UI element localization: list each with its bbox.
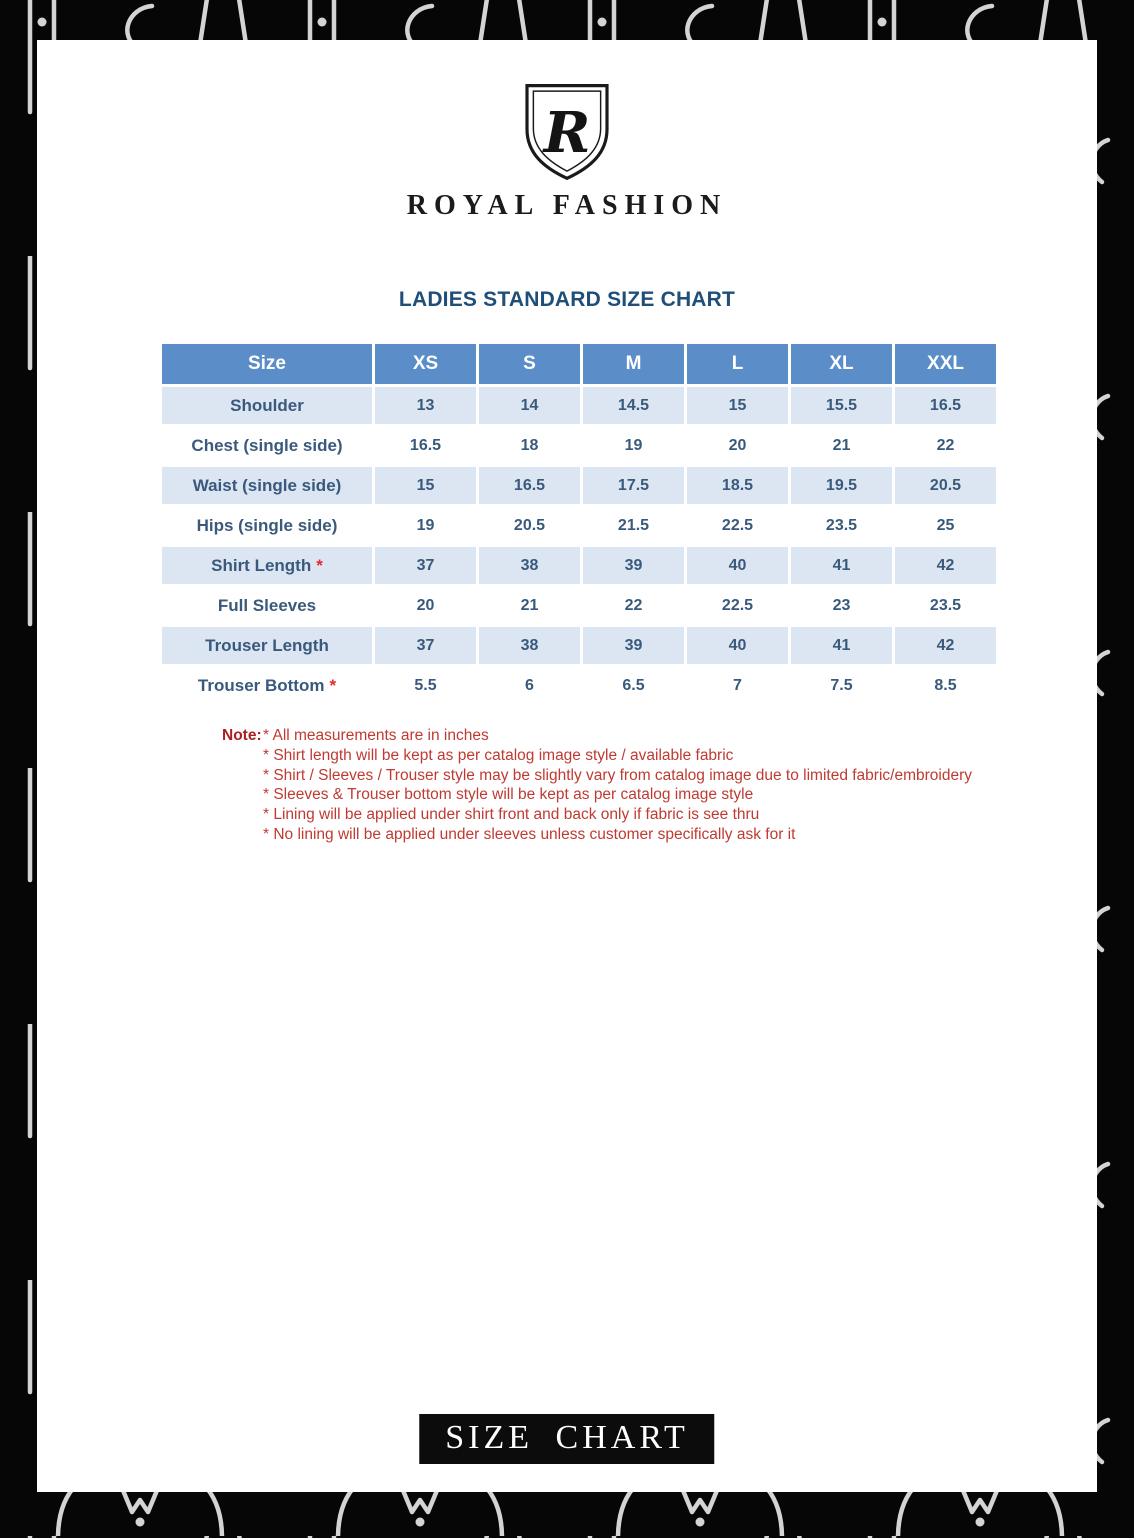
row-label: Shirt Length * [162, 547, 372, 584]
size-value-cell: 42 [895, 547, 996, 584]
column-header-m: M [583, 344, 684, 384]
size-value-cell: 15.5 [791, 387, 892, 424]
column-header-xxl: XXL [895, 344, 996, 384]
size-value-cell: 22 [895, 427, 996, 464]
row-label: Trouser Length [162, 627, 372, 664]
size-value-cell: 37 [375, 547, 476, 584]
size-value-cell: 16.5 [895, 387, 996, 424]
size-value-cell: 40 [687, 547, 788, 584]
size-value-cell: 23.5 [895, 587, 996, 624]
page-title: LADIES STANDARD SIZE CHART [398, 288, 736, 311]
size-value-cell: 13 [375, 387, 476, 424]
size-value-cell: 15 [375, 467, 476, 504]
note-item: * Lining will be applied under shirt front and back only if fabric is see thru [263, 806, 760, 824]
size-value-cell: 37 [375, 627, 476, 664]
size-value-cell: 21.5 [583, 507, 684, 544]
size-value-cell: 14.5 [583, 387, 684, 424]
size-value-cell: 38 [479, 547, 580, 584]
note-item: * Shirt / Sleeves / Trouser style may be slightly vary from catalog image due to limited fabric/embroidery [263, 766, 972, 784]
size-value-cell: 41 [791, 627, 892, 664]
column-header-xs: XS [375, 344, 476, 384]
size-value-cell: 25 [895, 507, 996, 544]
size-value-cell: 39 [583, 627, 684, 664]
column-header-size: Size [162, 344, 372, 384]
size-value-cell: 39 [583, 547, 684, 584]
size-value-cell: 41 [791, 547, 892, 584]
size-value-cell: 7.5 [791, 667, 892, 704]
size-value-cell: 19.5 [791, 467, 892, 504]
size-value-cell: 22.5 [687, 507, 788, 544]
row-label: Trouser Bottom * [162, 667, 372, 704]
row-label: Waist (single side) [162, 467, 372, 504]
size-value-cell: 17.5 [583, 467, 684, 504]
note-item: * Shirt length will be kept as per catalog image style / available fabric [263, 746, 734, 764]
content-card [37, 40, 1097, 1492]
size-value-cell: 21 [791, 427, 892, 464]
size-value-cell: 18 [479, 427, 580, 464]
note-label: Note: [222, 727, 262, 744]
size-value-cell: 7 [687, 667, 788, 704]
brand-monogram: R [543, 100, 591, 166]
notes [222, 726, 1032, 845]
size-value-cell: 20.5 [479, 507, 580, 544]
row-label: Hips (single side) [162, 507, 372, 544]
size-value-cell: 6.5 [583, 667, 684, 704]
size-value-cell: 19 [375, 507, 476, 544]
column-header-xl: XL [791, 344, 892, 384]
size-value-cell: 23 [791, 587, 892, 624]
size-value-cell: 5.5 [375, 667, 476, 704]
note-item: * All measurements are in inches [263, 727, 489, 744]
note-item: * Sleeves & Trouser bottom style will be kept as per catalog image style [263, 786, 754, 804]
size-value-cell: 15 [687, 387, 788, 424]
required-asterisk: * [329, 675, 337, 695]
required-asterisk: * [316, 555, 323, 575]
brand-shield-icon [520, 82, 614, 182]
size-value-cell: 22.5 [687, 587, 788, 624]
column-header-s: S [479, 344, 580, 384]
size-value-cell: 6 [479, 667, 580, 704]
size-value-cell: 21 [479, 587, 580, 624]
row-label: Chest (single side) [162, 427, 372, 464]
size-value-cell: 19 [583, 427, 684, 464]
size-value-cell: 16.5 [479, 467, 580, 504]
size-value-cell: 22 [583, 587, 684, 624]
size-value-cell: 38 [479, 627, 580, 664]
brand-logo [37, 82, 1097, 187]
column-header-l: L [687, 344, 788, 384]
size-value-cell: 20 [687, 427, 788, 464]
row-label: Shoulder [162, 387, 372, 424]
size-value-cell: 16.5 [375, 427, 476, 464]
size-value-cell: 8.5 [895, 667, 996, 704]
size-table [162, 344, 996, 704]
size-chart-banner [419, 1414, 714, 1464]
brand-name: ROYAL FASHION [406, 190, 728, 221]
row-label: Full Sleeves [162, 587, 372, 624]
size-value-cell: 20 [375, 587, 476, 624]
banner-label: SIZE CHART [445, 1419, 689, 1456]
note-item: * No lining will be applied under sleeves unless customer specifically ask for it [263, 825, 796, 843]
size-value-cell: 23.5 [791, 507, 892, 544]
size-value-cell: 40 [687, 627, 788, 664]
size-value-cell: 20.5 [895, 467, 996, 504]
size-value-cell: 18.5 [687, 467, 788, 504]
size-value-cell: 14 [479, 387, 580, 424]
size-value-cell: 42 [895, 627, 996, 664]
